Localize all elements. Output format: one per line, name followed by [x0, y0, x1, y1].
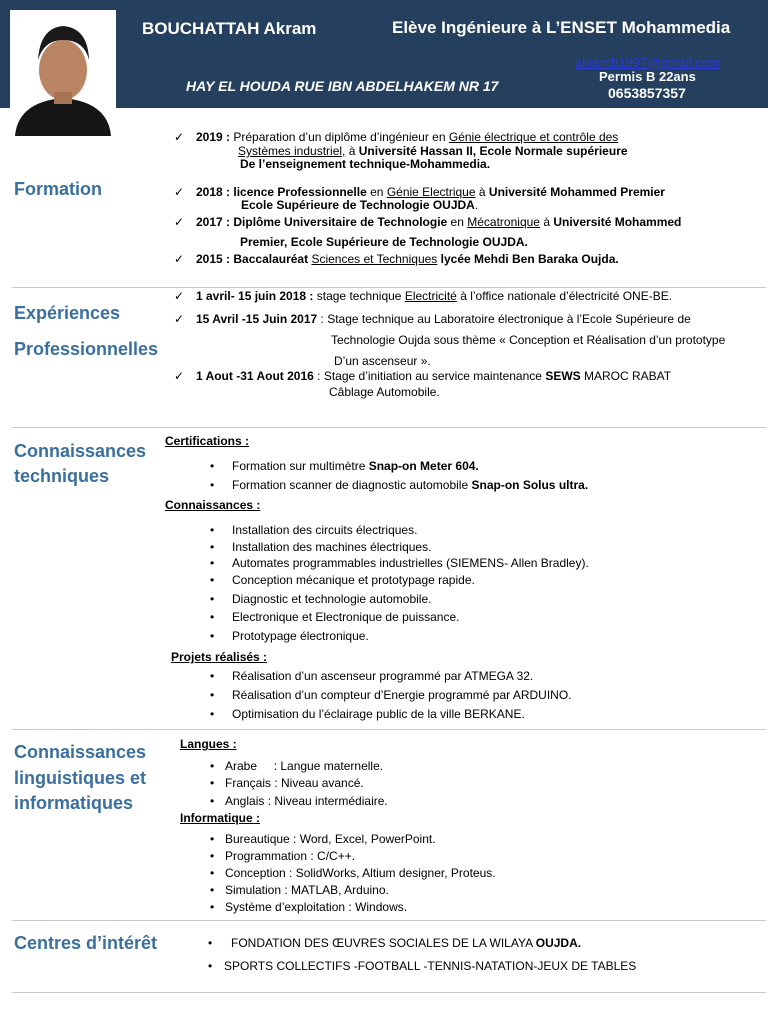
- bullet-icon: •: [210, 883, 215, 897]
- formation-2019-line1: 2019 : Préparation d’un diplôme d’ingénieur en Génie électrique et contrôle des: [196, 130, 619, 144]
- bullet-icon: •: [208, 936, 213, 950]
- section-title-linguistiques-2: linguistiques et: [14, 768, 147, 788]
- check-icon: ✓: [174, 130, 185, 144]
- informatique-heading: Informatique :: [180, 811, 260, 825]
- section-title-interets: Centres d’intérêt: [14, 933, 158, 953]
- candidate-name: BOUCHATTAH Akram: [142, 19, 317, 38]
- section-title-linguistiques: Connaissances: [14, 742, 147, 762]
- check-icon: ✓: [174, 185, 185, 199]
- bullet-icon: •: [210, 556, 215, 570]
- profile-photo: [10, 10, 116, 136]
- certification-item: Formation scanner de diagnostic automobile Snap-on Solus ultra.: [232, 478, 589, 492]
- bullet-icon: •: [210, 849, 215, 863]
- list-item: Bureautique : Word, Excel, PowerPoint.: [225, 832, 436, 846]
- formation-2017-line1: 2017 : Diplôme Universitaire de Technologie en Mécatronique à Université Mohammed: [196, 215, 682, 229]
- section-title-connaissances-techniques: Connaissances: [14, 441, 147, 461]
- formation-2015-line: 2015 : Baccalauréat Sciences et Techniques lycée Mehdi Ben Baraka Oujda.: [196, 252, 619, 266]
- section-title-linguistiques-3: informatiques: [14, 793, 134, 813]
- connaissances-heading: Connaissances :: [165, 498, 261, 512]
- formation-2018-line2: Ecole Supérieure de Technologie OUJDA.: [241, 198, 479, 212]
- bullet-icon: •: [210, 900, 215, 914]
- bullet-icon: •: [210, 669, 215, 683]
- bullet-icon: •: [210, 523, 215, 537]
- bullet-icon: •: [210, 759, 215, 773]
- list-item: Installation des circuits électriques.: [232, 523, 418, 537]
- section-divider: [12, 920, 766, 921]
- list-item: Conception : SolidWorks, Altium designer, Proteus.: [225, 866, 496, 880]
- check-icon: ✓: [174, 289, 185, 303]
- langues-heading: Langues :: [180, 737, 237, 751]
- bullet-icon: •: [210, 832, 215, 846]
- section-title-experiences-2: Professionnelles: [14, 339, 159, 359]
- check-icon: ✓: [174, 369, 185, 383]
- bullet-icon: •: [210, 688, 215, 702]
- section-title-experiences: Expériences: [14, 303, 121, 323]
- formation-2019-line3: De l’enseignement technique-Mohammedia.: [240, 157, 491, 171]
- bullet-icon: •: [210, 573, 215, 587]
- permis-info: Permis B 22ans: [599, 69, 696, 84]
- experience-2017-line3: D’un ascenseur ».: [334, 354, 431, 368]
- list-item: Simulation : MATLAB, Arduino.: [225, 883, 389, 897]
- bullet-icon: •: [210, 592, 215, 606]
- certification-item: Formation sur multimètre Snap-on Meter 604.: [232, 459, 479, 473]
- list-item: Automates programmables industrielles (SIEMENS- Allen Bradley).: [232, 556, 589, 570]
- list-item: Electronique et Electronique de puissance.: [232, 610, 460, 624]
- experience-2018: 1 avril- 15 juin 2018 : stage technique Electricité à l’office nationale d’électricité ONE-BE.: [196, 289, 673, 303]
- check-icon: ✓: [174, 312, 185, 326]
- candidate-title: Elève Ingénieure à L’ENSET Mohammedia: [392, 18, 731, 37]
- list-item: Prototypage électronique.: [232, 629, 369, 643]
- bullet-icon: •: [210, 478, 215, 492]
- certifications-heading: Certifications :: [165, 434, 250, 448]
- check-icon: ✓: [174, 252, 185, 266]
- list-item: Réalisation d’un ascenseur programmé par ATMEGA 32.: [232, 669, 534, 683]
- phone-number: 0653857357: [608, 85, 686, 101]
- list-item: Conception mécanique et prototypage rapide.: [232, 573, 475, 587]
- bullet-icon: •: [210, 629, 215, 643]
- bullet-icon: •: [210, 610, 215, 624]
- bullet-icon: •: [210, 776, 215, 790]
- section-divider: [12, 729, 766, 730]
- formation-2019-line2: Systèmes industriel, à Université Hassan II, Ecole Normale supérieure: [238, 144, 628, 158]
- formation-2017-line2: Premier, Ecole Supérieure de Technologie OUJDA.: [240, 235, 528, 249]
- formation-2018-line1: 2018 : licence Professionnelle en Génie Electrique à Université Mohammed Premier: [196, 185, 665, 199]
- bullet-icon: •: [210, 866, 215, 880]
- list-item: Optimisation du l’éclairage public de la ville BERKANE.: [232, 707, 525, 721]
- list-item: Réalisation d’un compteur d’Energie programmé par ARDUINO.: [232, 688, 572, 702]
- list-item: Installation des machines électriques.: [232, 540, 432, 554]
- bullet-icon: •: [210, 707, 215, 721]
- check-icon: ✓: [174, 215, 185, 229]
- experience-2017-line1: 15 Avril -15 Juin 2017 : Stage technique au Laboratoire électronique à l’Ecole Supérieure de: [196, 312, 691, 326]
- list-item: Français : Niveau avancé.: [225, 776, 364, 790]
- list-item: Anglais : Niveau intermédiaire.: [225, 794, 388, 808]
- address: HAY EL HOUDA RUE IBN ABDELHAKEM NR 17: [186, 78, 499, 94]
- section-divider: [12, 427, 766, 428]
- list-item: Système d’exploitation : Windows.: [225, 900, 408, 914]
- experience-2017-line2: Technologie Oujda sous thème « Conception et Réalisation d’un prototype: [331, 333, 726, 347]
- email-link[interactable]: akramb1997@gmail.com: [575, 55, 720, 70]
- bullet-icon: •: [210, 459, 215, 473]
- list-item: Diagnostic et technologie automobile.: [232, 592, 432, 606]
- interest-item: SPORTS COLLECTIFS -FOOTBALL -TENNIS-NATATION-JEUX DE TABLES: [224, 959, 637, 973]
- bullet-icon: •: [208, 959, 213, 973]
- list-item: Arabe : Langue maternelle.: [225, 759, 384, 773]
- bullet-icon: •: [210, 540, 215, 554]
- section-title-connaissances-techniques-2: techniques: [14, 466, 110, 486]
- list-item: Programmation : C/C++.: [225, 849, 356, 863]
- projets-heading: Projets réalisés :: [171, 650, 268, 664]
- experience-2016-line2: Câblage Automobile.: [329, 385, 440, 399]
- section-divider: [12, 287, 766, 288]
- section-title-formation: Formation: [14, 179, 102, 199]
- bullet-icon: •: [210, 794, 215, 808]
- section-divider: [12, 992, 766, 993]
- interest-item: FONDATION DES ŒUVRES SOCIALES DE LA WILAYA OUJDA.: [231, 936, 582, 950]
- experience-2016-line1: 1 Aout -31 Aout 2016 : Stage d’initiation au service maintenance SEWS MAROC RABAT: [196, 369, 672, 383]
